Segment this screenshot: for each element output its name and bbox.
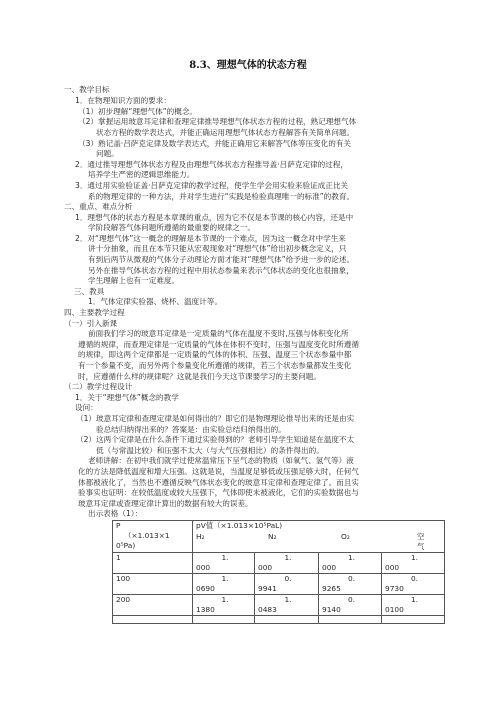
header-unit-label: （×1.013×1 (124, 531, 170, 540)
cell-value: 0. 9730 (382, 574, 445, 595)
text-line: （2）掌握运用玻意耳定律和查理定律推导理想气体状态方程的过程，熟记理想气体 (78, 117, 357, 126)
cell-value: 0. 9265 (319, 574, 382, 595)
text-line: 的规律，即这两个定律都是一定质量的气体的体积、压强、温度三个状态参量中都 (78, 350, 352, 359)
cell-value: 1. 1380 (193, 595, 255, 616)
header-cell-pressure (113, 521, 193, 553)
text-line: 另外在推导气体状态方程的过程中用状态参量来表示气体状态的变化也很抽象， (88, 266, 354, 275)
text-line: 1．气体定律实验器、烧杯、温度计等。 (88, 297, 222, 306)
text-line: 验事实也证明：在较低温度或较大压强下，气体即使未被液化，它们的实验数据也与 (78, 488, 359, 497)
heading-key-points: 二、重点、难点分析 (64, 202, 133, 211)
text-line: 3．通过用实验验证盖·吕萨克定律的教学过程，使学生学会用实验来验证成正比关 (75, 181, 349, 190)
table-row (113, 553, 445, 574)
pv-data-table (112, 520, 445, 624)
text-line: 状态方程的数学表达式，并能正确运用理想气体状态方程解答有关简单问题。 (96, 128, 355, 137)
text-line: 学阶段解答气体问题所遵循的最重要的规律之一。 (88, 223, 256, 232)
cell-value: 1. 000 (193, 553, 255, 574)
text-line: 低（与常温比较）和压强不太大（与大气压强相比）的条件得出的。 (96, 446, 324, 455)
cell-pressure: 100 (113, 574, 193, 595)
text-line: 前面我们学习的玻意耳定律是一定质量的气体在温度不变时,压强与体积变化所 (88, 329, 349, 338)
table-row (113, 574, 445, 595)
document-title: 8.3、理想气体的状态方程 (189, 60, 307, 71)
subheading-intro: （一）引入新课 (64, 319, 118, 328)
text-line: 玻意耳定律或查理定律计算出的数据有较大的误差。 (78, 499, 253, 508)
text-line: 系的物理定律的一种方法，并对学生进行“实践是检验真理唯一的标准”的教育。 (88, 192, 355, 201)
cell-value: 1. 0690 (193, 574, 255, 595)
text-line: （1）初步理解“理想气体”的概念。 (78, 107, 198, 116)
gas-label-n2: N₂ (268, 532, 277, 541)
text-line: 时，应遵循什么样的规律呢？这就是我们今天这节课要学习的主要问题。 (78, 372, 321, 381)
gas-label-o2: O₂ (341, 532, 350, 541)
text-line: 设问： (75, 403, 98, 412)
heading-main-process: 四、主要教学过程 (64, 308, 125, 317)
text-line: （1）玻意耳定律和查理定律是如何得出的？即它们是物理理论推导出来的还是由实 (76, 414, 355, 423)
text-line: （2）这两个定律是在什么条件下通过实验得到的？老师引导学生知道是在温度不太 (76, 435, 355, 444)
text-line: 有一个参量不变，而另外两个参量变化所遵循的规律，若三个状态参量都发生变化 (78, 361, 352, 370)
table-row-empty (113, 616, 445, 624)
text-line: 体都被液化了，当然也不遵循反映气体状态变化的玻意耳定律和查理定律了。而且实 (78, 478, 359, 487)
text-line: 培养学生严密的逻辑思维能力。 (88, 170, 195, 179)
cell-value: 1. 000 (382, 553, 445, 574)
table-caption: 出示表格（1）： (88, 509, 143, 518)
heading-teaching-aids: 三、教具 (74, 287, 105, 296)
cell-value: 1. 000 (255, 553, 319, 574)
cell-pressure: 200 (113, 595, 193, 616)
cell-value: 0. 9140 (319, 595, 382, 616)
cell-value: 0. 9941 (255, 574, 319, 595)
gas-label-h2: H₂ (196, 532, 205, 541)
header-pv-label: pV值（×1.013×10⁵PaL) (196, 521, 283, 530)
text-line: 化的方法是降低温度和增大压强。这就是说，当温度足够低或压强足够大时，任何气 (78, 467, 359, 476)
text-line: 2．对“理想气体”这一概念的理解是本节课的一个难点，因为这一概念对中学生来 (75, 234, 346, 243)
text-line: 1．关于“理想气体”概念的教学 (75, 393, 179, 402)
text-line: 验总结归纳得出来的？答案是：由实验总结归纳得出的。 (96, 425, 286, 434)
text-line: 问题。 (96, 149, 119, 158)
header-cell-pv (193, 521, 445, 553)
text-line: 有到后两节从微观的气体分子动理论方面才能对“理想气体”给予进一步的论述。 (88, 255, 355, 264)
cell-pressure: 1 (113, 553, 193, 574)
text-line: 1．理想气体的状态方程是本章课的重点，因为它不仅是本节课的核心内容，还是中 (75, 213, 354, 222)
text-line: 学生理解上也有一定难度。 (88, 276, 180, 285)
text-line: 讲十分抽象，而且在本节只能从宏观现象对“理想气体”给出初步概念定义，只 (88, 244, 347, 253)
text-line: 遵循的规律，而查理定律是一定质量的气体在体积不变时，压强与温度变化时所遵循 (78, 340, 359, 349)
cell-value: 1. 0483 (255, 595, 319, 616)
text-line: 老师讲解：在初中我们就学过使常温常压下呈气态的物质（如氧气、氢气等）液 (88, 456, 354, 465)
header-p-label: P (116, 521, 121, 530)
subheading-design: （二）教学过程设计 (64, 382, 133, 391)
gas-label-air: 空 气 (417, 532, 425, 551)
cell-value: 1. 0100 (382, 595, 445, 616)
gas-header-row (196, 532, 444, 552)
heading-objectives: 一、教学目标 (64, 85, 110, 94)
text-line: 2．通过推导理想气体状态方程及由理想气体状态方程推导盖·吕萨克定律的过程， (75, 160, 349, 169)
table-row (113, 595, 445, 616)
text-line: 1．在物理知识方面的要求： (75, 96, 171, 105)
text-line: （3）熟记盖·吕萨克定律及数学表达式，并能正确用它来解答气体等压变化的有关 (78, 139, 352, 148)
header-unit-label-cont: 0⁵Pa) (116, 541, 136, 550)
table-header-row (113, 521, 445, 553)
cell-value: 1. 000 (319, 553, 382, 574)
